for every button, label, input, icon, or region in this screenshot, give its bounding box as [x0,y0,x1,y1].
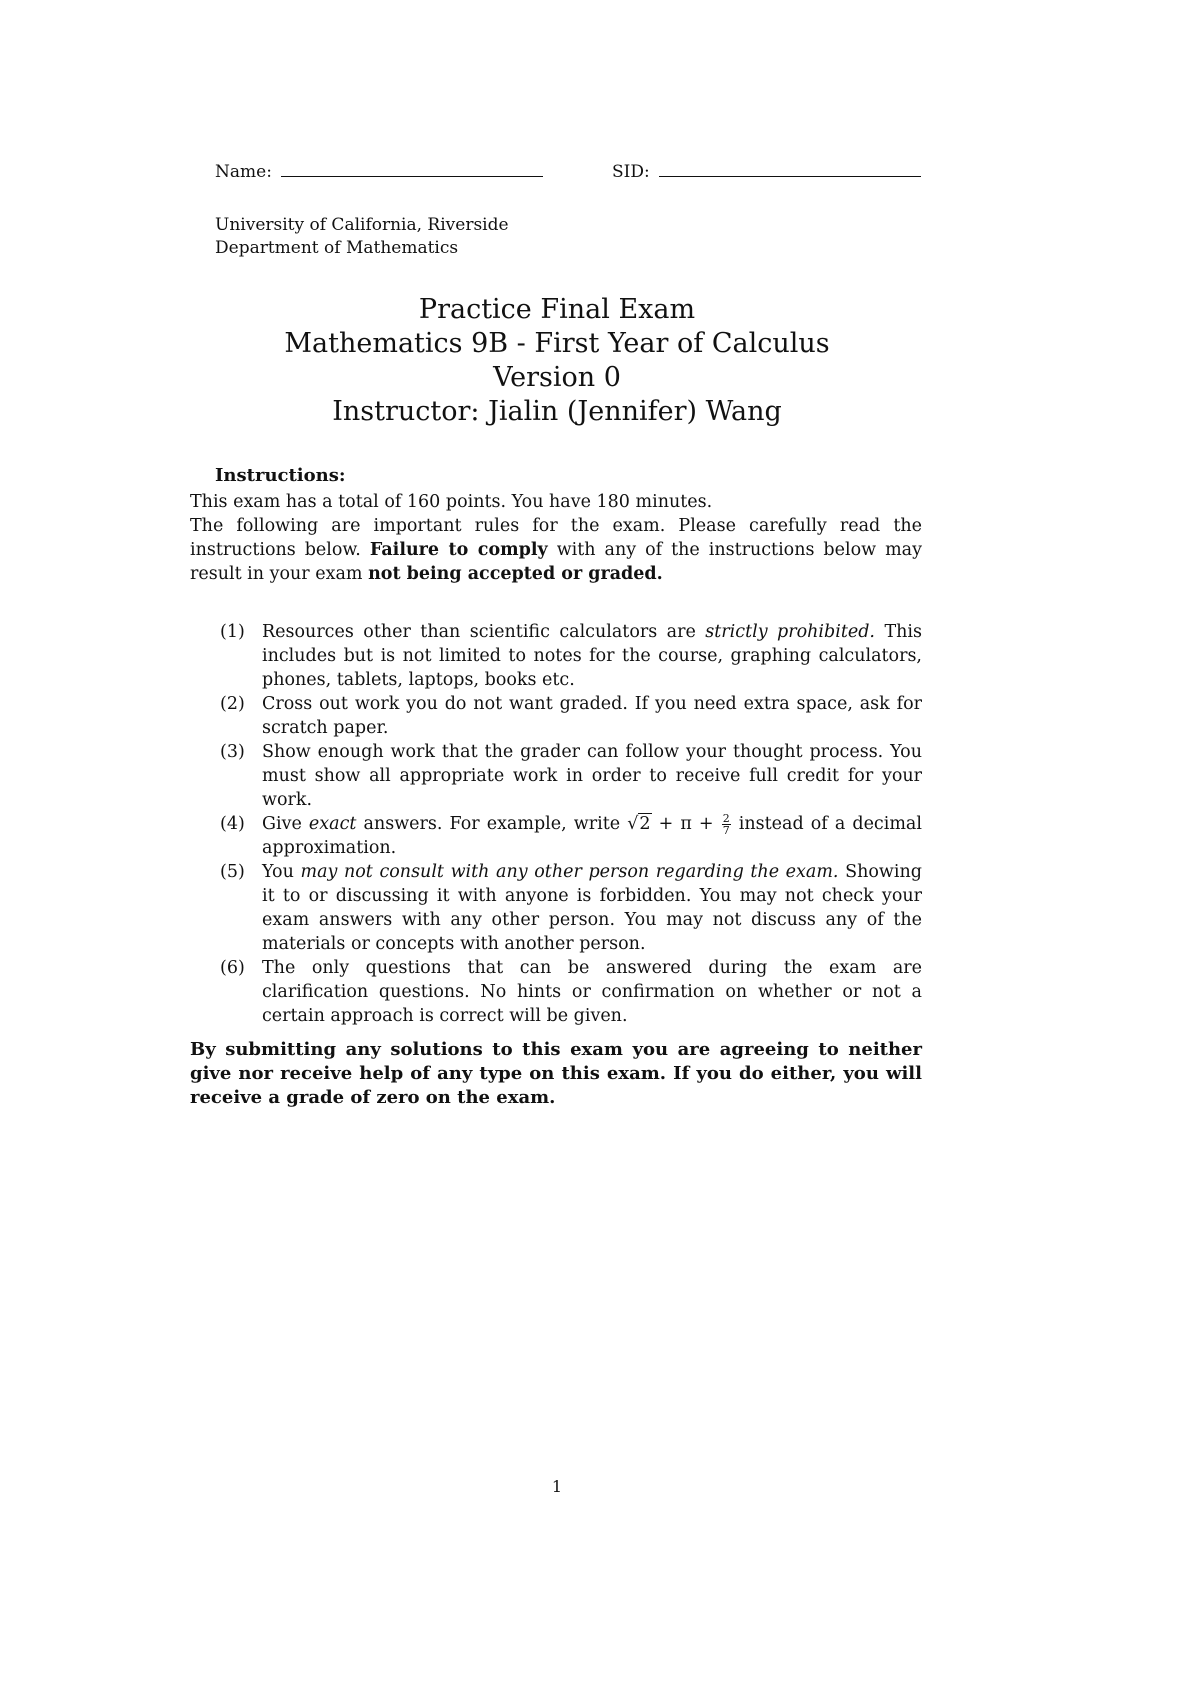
rule-number: (1) [220,622,245,642]
fraction-denominator: 7 [722,824,730,837]
rule-item [220,860,922,956]
instructions-text: The following are important rules for the exam. Please carefully read the instructions below. [190,516,922,560]
page-number: 1 [551,1477,563,1496]
name-label: Name: [215,162,272,182]
rule-number: (5) [220,862,245,882]
rule-text: Cross out work you do not want graded. If you need extra space, ask for scratch paper. [262,694,922,738]
sid-label: SID: [612,162,650,182]
rule-number: (3) [220,742,245,762]
rule-item [220,692,922,740]
rule-item [220,620,922,692]
instructions-line-2 [190,514,922,586]
rules-list [220,620,922,1028]
rule-emphasis: strictly prohibited. [705,622,875,642]
instructions-text: with any of the instructions below may result in your exam [190,540,922,584]
rule-text: answers. For example, write [363,814,621,834]
fraction [722,813,731,836]
rule-emphasis: may not consult with any other person regarding the exam. [300,862,839,882]
university-name: University of California, Riverside [215,215,509,235]
rule-emphasis: exact [308,814,357,834]
rule-number: (6) [220,958,245,978]
exam-version: Version 0 [493,362,621,393]
academic-integrity-warning: By submitting any solutions to this exam you are agreeing to neither give nor receive help of any type on this exam. If you do either, you will receive a grade of zero on the exam. [190,1039,922,1108]
rule-number: (4) [220,814,245,834]
fraction-numerator: 2 [722,812,730,825]
rule-text: The only questions that can be answered during the exam are clarification questions. No hints or confirmation on whether or not a certain approach is correct will be given. [262,958,922,1026]
instructions-heading: Instructions: [215,465,346,486]
math-operators: + π + [658,814,714,834]
instructions-emphasis: Failure to comply [369,540,548,560]
department-name: Department of Mathematics [215,238,459,258]
rule-text: Show enough work that the grader can follow your thought process. You must show all appropriate work in order to receive full credit for your work. [262,742,922,810]
exam-title: Practice Final Exam [418,294,696,325]
instructor-name: Instructor: Jialin (Jennifer) Wang [332,396,782,427]
sqrt-expression: √2 [627,814,651,834]
sid-field[interactable] [612,158,921,182]
institution-block [215,214,509,260]
rule-text: This includes but is not limited to notes for the course, graphing calculators, phones, tablets, laptops, books etc. [262,622,922,690]
rule-text: Give [262,814,302,834]
course-title: Mathematics 9B - First Year of Calculus [284,328,830,359]
name-field[interactable] [215,158,543,182]
rule-item [220,740,922,812]
rule-text: Resources other than scientific calculators are [262,622,696,642]
rule-text: You [262,862,294,882]
exam-title-block [0,293,1114,429]
sid-blank-line[interactable] [659,158,921,177]
rule-text: instead of a decimal approximation. [262,814,922,858]
rule-item [220,956,922,1028]
name-blank-line[interactable] [281,158,543,177]
rule-item [220,812,922,860]
rule-number: (2) [220,694,245,714]
rule-text: Showing it to or discussing it with anyone is forbidden. You may not check your exam answers with any other person. You may not discuss any of the materials or concepts with another person. [262,862,922,954]
instructions-emphasis: not being accepted or graded. [368,564,663,584]
instructions-intro [190,490,922,586]
instructions-line-1: This exam has a total of 160 points. You have 180 minutes. [190,492,713,512]
sqrt-argument: 2 [639,814,651,834]
